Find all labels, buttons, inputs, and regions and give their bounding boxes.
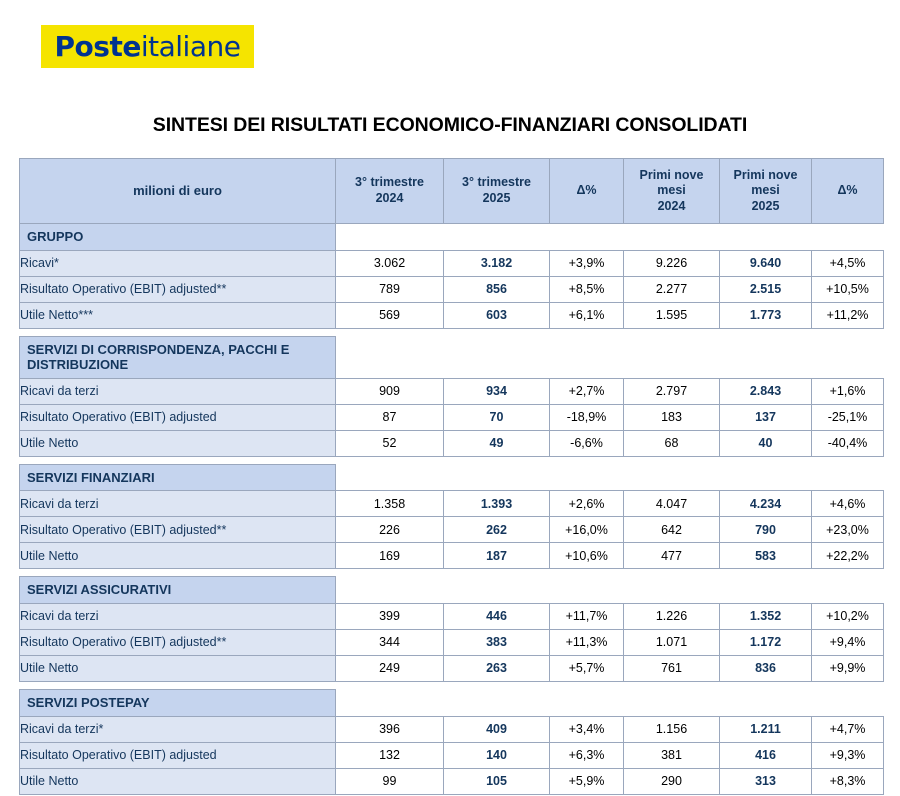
table-section-gap [20, 569, 884, 577]
column-header-delta-quarter-line1: Δ% [576, 183, 597, 198]
cell-delta-quarter: +6,1% [550, 302, 624, 328]
column-header-delta-ytd [812, 159, 884, 224]
table-gap-cell [624, 681, 720, 689]
cell-delta-ytd: +10,5% [812, 276, 884, 302]
table-section-header-row [20, 689, 884, 716]
table-gap-cell [444, 328, 550, 336]
cell-q3-2024: 399 [336, 603, 444, 629]
cell-q3-2024: 396 [336, 716, 444, 742]
cell-delta-ytd: +4,6% [812, 491, 884, 517]
cell-q3-2025: 187 [444, 543, 550, 569]
cell-9m-2024: 1.595 [624, 302, 720, 328]
cell-delta-quarter: +5,9% [550, 768, 624, 794]
table-section-header-row [20, 336, 884, 378]
table-gap-cell [720, 328, 812, 336]
cell-delta-quarter: -18,9% [550, 404, 624, 430]
cell-q3-2024: 52 [336, 430, 444, 456]
column-header-delta-ytd-line1: Δ% [837, 183, 858, 198]
logo-text-bold: Poste [54, 30, 141, 63]
row-label: Ricavi da terzi [20, 603, 336, 629]
section-blank-cell [336, 224, 884, 251]
cell-9m-2024: 2.277 [624, 276, 720, 302]
cell-9m-2025: 2.843 [720, 378, 812, 404]
cell-delta-quarter: +3,9% [550, 250, 624, 276]
row-label: Risultato Operativo (EBIT) adjusted [20, 404, 336, 430]
table-row [20, 517, 884, 543]
cell-delta-ytd: +4,5% [812, 250, 884, 276]
cell-q3-2025: 262 [444, 517, 550, 543]
column-header-q3-2024 [336, 159, 444, 224]
table-gap-cell [624, 328, 720, 336]
section-blank-cell [336, 336, 884, 378]
cell-9m-2024: 4.047 [624, 491, 720, 517]
cell-9m-2024: 642 [624, 517, 720, 543]
cell-delta-quarter: +11,7% [550, 603, 624, 629]
table-section-header-row [20, 577, 884, 604]
table-gap-cell [444, 569, 550, 577]
cell-q3-2025: 140 [444, 742, 550, 768]
poste-italiane-logo [41, 25, 254, 68]
section-blank-cell [336, 577, 884, 604]
table-gap-cell [550, 569, 624, 577]
cell-q3-2024: 569 [336, 302, 444, 328]
table-gap-cell [812, 328, 884, 336]
table-gap-cell [20, 328, 336, 336]
cell-9m-2025: 1.773 [720, 302, 812, 328]
cell-q3-2024: 99 [336, 768, 444, 794]
cell-q3-2024: 169 [336, 543, 444, 569]
table-row [20, 742, 884, 768]
row-label: Utile Netto [20, 430, 336, 456]
cell-delta-quarter: +2,6% [550, 491, 624, 517]
column-header-q3-2025-line2: 2025 [482, 191, 511, 205]
column-header-9m-2024-line2: 2024 [657, 198, 686, 213]
section-title: GRUPPO [20, 224, 336, 251]
table-row [20, 430, 884, 456]
table-row [20, 404, 884, 430]
cell-delta-quarter: +16,0% [550, 517, 624, 543]
cell-q3-2025: 383 [444, 629, 550, 655]
column-header-q3-2025-line1: 3° trimestre [462, 175, 531, 190]
cell-9m-2025: 4.234 [720, 491, 812, 517]
table-row [20, 302, 884, 328]
column-header-q3-2024-line2: 2024 [375, 191, 404, 205]
cell-q3-2024: 789 [336, 276, 444, 302]
cell-9m-2024: 477 [624, 543, 720, 569]
row-label: Risultato Operativo (EBIT) adjusted** [20, 629, 336, 655]
cell-q3-2024: 344 [336, 629, 444, 655]
cell-9m-2025: 1.172 [720, 629, 812, 655]
cell-delta-ytd: +9,4% [812, 629, 884, 655]
cell-delta-ytd: +10,2% [812, 603, 884, 629]
cell-q3-2025: 1.393 [444, 491, 550, 517]
row-label: Risultato Operativo (EBIT) adjusted** [20, 517, 336, 543]
table-gap-cell [336, 681, 444, 689]
table-gap-cell [550, 681, 624, 689]
cell-delta-ytd: +11,2% [812, 302, 884, 328]
cell-9m-2025: 583 [720, 543, 812, 569]
table-gap-cell [336, 328, 444, 336]
cell-q3-2024: 3.062 [336, 250, 444, 276]
table-row [20, 716, 884, 742]
table-gap-cell [720, 456, 812, 464]
cell-q3-2025: 263 [444, 655, 550, 681]
cell-delta-ytd: +23,0% [812, 517, 884, 543]
financial-summary-table-wrapper [19, 158, 883, 795]
cell-9m-2024: 290 [624, 768, 720, 794]
cell-q3-2025: 603 [444, 302, 550, 328]
cell-9m-2025: 416 [720, 742, 812, 768]
page-title: SINTESI DEI RISULTATI ECONOMICO-FINANZIARI CONSOLIDATI [152, 114, 748, 136]
cell-delta-quarter: +11,3% [550, 629, 624, 655]
cell-9m-2025: 9.640 [720, 250, 812, 276]
cell-delta-ytd: +1,6% [812, 378, 884, 404]
table-row [20, 629, 884, 655]
cell-delta-ytd: +22,2% [812, 543, 884, 569]
table-section-gap [20, 681, 884, 689]
cell-delta-ytd: +9,3% [812, 742, 884, 768]
table-gap-cell [720, 569, 812, 577]
cell-9m-2025: 836 [720, 655, 812, 681]
cell-delta-ytd: +9,9% [812, 655, 884, 681]
table-row [20, 655, 884, 681]
table-row [20, 491, 884, 517]
section-title: SERVIZI POSTEPAY [20, 689, 336, 716]
cell-delta-ytd: -40,4% [812, 430, 884, 456]
cell-9m-2024: 68 [624, 430, 720, 456]
cell-q3-2025: 3.182 [444, 250, 550, 276]
cell-9m-2025: 313 [720, 768, 812, 794]
table-gap-cell [20, 681, 336, 689]
cell-delta-quarter: +2,7% [550, 378, 624, 404]
table-body [20, 224, 884, 795]
column-header-q3-2024-line1: 3° trimestre [355, 175, 424, 190]
row-label: Ricavi da terzi [20, 378, 336, 404]
column-header-9m-2025 [720, 159, 812, 224]
cell-q3-2025: 105 [444, 768, 550, 794]
table-gap-cell [720, 681, 812, 689]
cell-9m-2024: 1.226 [624, 603, 720, 629]
cell-9m-2024: 381 [624, 742, 720, 768]
table-gap-cell [336, 456, 444, 464]
table-gap-cell [550, 328, 624, 336]
table-row [20, 768, 884, 794]
cell-delta-ytd: +4,7% [812, 716, 884, 742]
table-section-gap [20, 456, 884, 464]
column-header-unit-line1: milioni di euro [133, 182, 222, 198]
table-header [20, 159, 884, 224]
table-row [20, 603, 884, 629]
cell-q3-2024: 226 [336, 517, 444, 543]
cell-q3-2025: 49 [444, 430, 550, 456]
row-label: Risultato Operativo (EBIT) adjusted [20, 742, 336, 768]
cell-q3-2025: 856 [444, 276, 550, 302]
row-label: Utile Netto [20, 655, 336, 681]
section-blank-cell [336, 464, 884, 491]
cell-q3-2024: 1.358 [336, 491, 444, 517]
section-title: SERVIZI DI CORRISPONDENZA, PACCHI E DISTRIBUZIONE [20, 336, 336, 378]
cell-9m-2025: 1.352 [720, 603, 812, 629]
cell-delta-ytd: -25,1% [812, 404, 884, 430]
column-header-9m-2025-line2: 2025 [751, 198, 780, 213]
table-section-gap [20, 328, 884, 336]
cell-delta-quarter: +8,5% [550, 276, 624, 302]
table-row [20, 276, 884, 302]
section-title: SERVIZI FINANZIARI [20, 464, 336, 491]
table-gap-cell [812, 456, 884, 464]
cell-q3-2024: 87 [336, 404, 444, 430]
row-label: Utile Netto [20, 768, 336, 794]
column-header-9m-2024 [624, 159, 720, 224]
cell-q3-2024: 132 [336, 742, 444, 768]
logo-text [55, 30, 241, 63]
cell-9m-2025: 137 [720, 404, 812, 430]
table-gap-cell [812, 569, 884, 577]
cell-q3-2024: 909 [336, 378, 444, 404]
cell-q3-2025: 70 [444, 404, 550, 430]
cell-9m-2024: 1.156 [624, 716, 720, 742]
row-label: Utile Netto [20, 543, 336, 569]
cell-9m-2024: 761 [624, 655, 720, 681]
table-gap-cell [550, 456, 624, 464]
row-label: Ricavi* [20, 250, 336, 276]
row-label: Risultato Operativo (EBIT) adjusted** [20, 276, 336, 302]
cell-9m-2025: 2.515 [720, 276, 812, 302]
cell-delta-quarter: +5,7% [550, 655, 624, 681]
cell-9m-2024: 9.226 [624, 250, 720, 276]
section-blank-cell [336, 689, 884, 716]
cell-delta-quarter: -6,6% [550, 430, 624, 456]
cell-q3-2025: 934 [444, 378, 550, 404]
table-gap-cell [20, 569, 336, 577]
column-header-9m-2024-line1: Primi nove mesi [639, 167, 704, 198]
column-header-9m-2025-line1: Primi nove mesi [733, 167, 798, 198]
section-title: SERVIZI ASSICURATIVI [20, 577, 336, 604]
table-gap-cell [624, 569, 720, 577]
cell-9m-2024: 183 [624, 404, 720, 430]
table-header-row [20, 159, 884, 224]
cell-9m-2025: 1.211 [720, 716, 812, 742]
column-header-unit [20, 159, 336, 224]
cell-9m-2025: 40 [720, 430, 812, 456]
table-row [20, 543, 884, 569]
table-section-header-row [20, 464, 884, 491]
row-label: Ricavi da terzi [20, 491, 336, 517]
table-gap-cell [624, 456, 720, 464]
table-gap-cell [20, 456, 336, 464]
cell-delta-quarter: +10,6% [550, 543, 624, 569]
table-gap-cell [336, 569, 444, 577]
table-gap-cell [812, 681, 884, 689]
row-label: Ricavi da terzi* [20, 716, 336, 742]
table-section-header-row [20, 224, 884, 251]
column-header-q3-2025 [444, 159, 550, 224]
table-row [20, 378, 884, 404]
cell-q3-2024: 249 [336, 655, 444, 681]
table-gap-cell [444, 681, 550, 689]
table-row [20, 250, 884, 276]
logo-text-light: italiane [140, 30, 241, 63]
financial-summary-table [19, 158, 884, 795]
cell-9m-2024: 1.071 [624, 629, 720, 655]
cell-delta-quarter: +6,3% [550, 742, 624, 768]
column-header-delta-quarter [550, 159, 624, 224]
cell-q3-2025: 409 [444, 716, 550, 742]
cell-q3-2025: 446 [444, 603, 550, 629]
cell-delta-ytd: +8,3% [812, 768, 884, 794]
cell-9m-2024: 2.797 [624, 378, 720, 404]
cell-delta-quarter: +3,4% [550, 716, 624, 742]
row-label: Utile Netto*** [20, 302, 336, 328]
cell-9m-2025: 790 [720, 517, 812, 543]
table-gap-cell [444, 456, 550, 464]
